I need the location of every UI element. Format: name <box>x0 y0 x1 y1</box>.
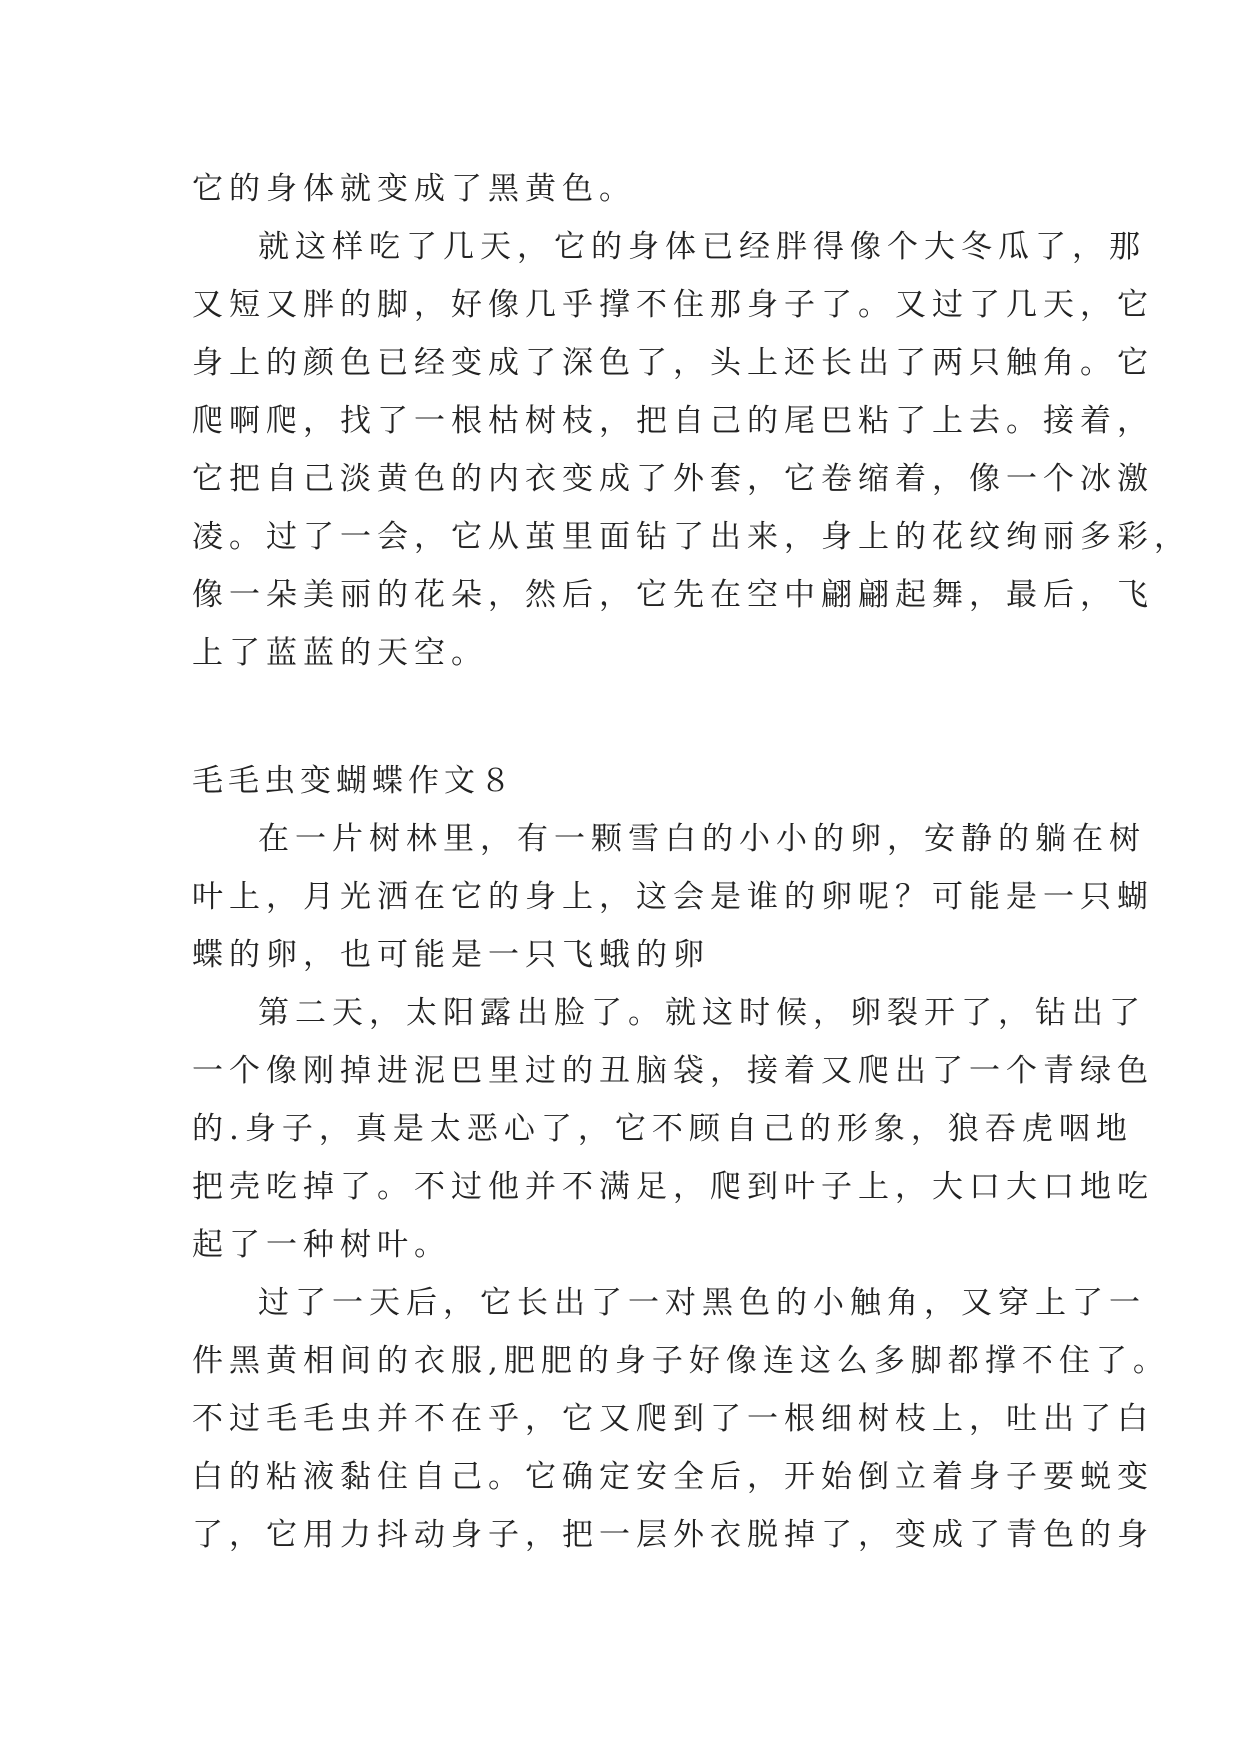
paragraph-line: 的.身子，真是太恶心了，它不顾自己的形象，狼吞虎咽地 <box>192 1111 1133 1147</box>
paragraph-line: 又短又胖的脚，好像几乎撑不住那身子了。又过了几天，它 <box>192 287 1154 323</box>
paragraph-line: 一个像刚掉进泥巴里过的丑脑袋，接着又爬出了一个青绿色 <box>192 1053 1154 1089</box>
paragraph-line: 件黑黄相间的衣服,肥肥的身子好像连这么多脚都撑不住了。 <box>192 1343 1170 1379</box>
paragraph-line: 像一朵美丽的花朵，然后，它先在空中翩翩起舞，最后，飞 <box>192 577 1154 613</box>
paragraph-line: 叶上，月光洒在它的身上，这会是谁的卵呢？可能是一只蝴 <box>192 879 1154 915</box>
paragraph-line: 就这样吃了几天，它的身体已经胖得像个大冬瓜了，那 <box>258 229 1146 265</box>
paragraph-line: 起了一种树叶。 <box>192 1227 451 1263</box>
paragraph-line: 把壳吃掉了。不过他并不满足，爬到叶子上，大口大口地吃 <box>192 1169 1154 1205</box>
paragraph-line: 它的身体就变成了黑黄色。 <box>192 171 636 207</box>
document-body <box>192 160 1191 1564</box>
paragraph-line: 身上的颜色已经变成了深色了，头上还长出了两只触角。它 <box>192 345 1154 381</box>
paragraph-line: 了，它用力抖动身子，把一层外衣脱掉了，变成了青色的身 <box>192 1517 1154 1553</box>
paragraph-line: 爬啊爬，找了一根枯树枝，把自己的尾巴粘了上去。接着， <box>192 403 1154 439</box>
paragraph-line: 蝶的卵，也可能是一只飞蛾的卵 <box>192 937 710 973</box>
paragraph-line: 不过毛毛虫并不在乎，它又爬到了一根细树枝上，吐出了白 <box>192 1401 1154 1437</box>
paragraph-line: 过了一天后，它长出了一对黑色的小触角，又穿上了一 <box>258 1285 1146 1321</box>
paragraph-line: 凌。过了一会，它从茧里面钻了出来，身上的花纹绚丽多彩， <box>192 519 1191 555</box>
paragraph-line: 上了蓝蓝的天空。 <box>192 635 488 671</box>
section-title: 毛毛虫变蝴蝶作文８ <box>192 763 516 799</box>
paragraph-line: 第二天，太阳露出脸了。就这时候，卵裂开了，钻出了 <box>258 995 1146 1031</box>
paragraph-line: 白的粘液黏住自己。它确定安全后，开始倒立着身子要蜕变 <box>192 1459 1154 1495</box>
paragraph-line: 在一片树林里，有一颗雪白的小小的卵，安静的躺在树 <box>258 821 1146 857</box>
section-gap <box>192 682 1052 752</box>
paragraph-line: 它把自己淡黄色的内衣变成了外套，它卷缩着，像一个冰激 <box>192 461 1154 497</box>
